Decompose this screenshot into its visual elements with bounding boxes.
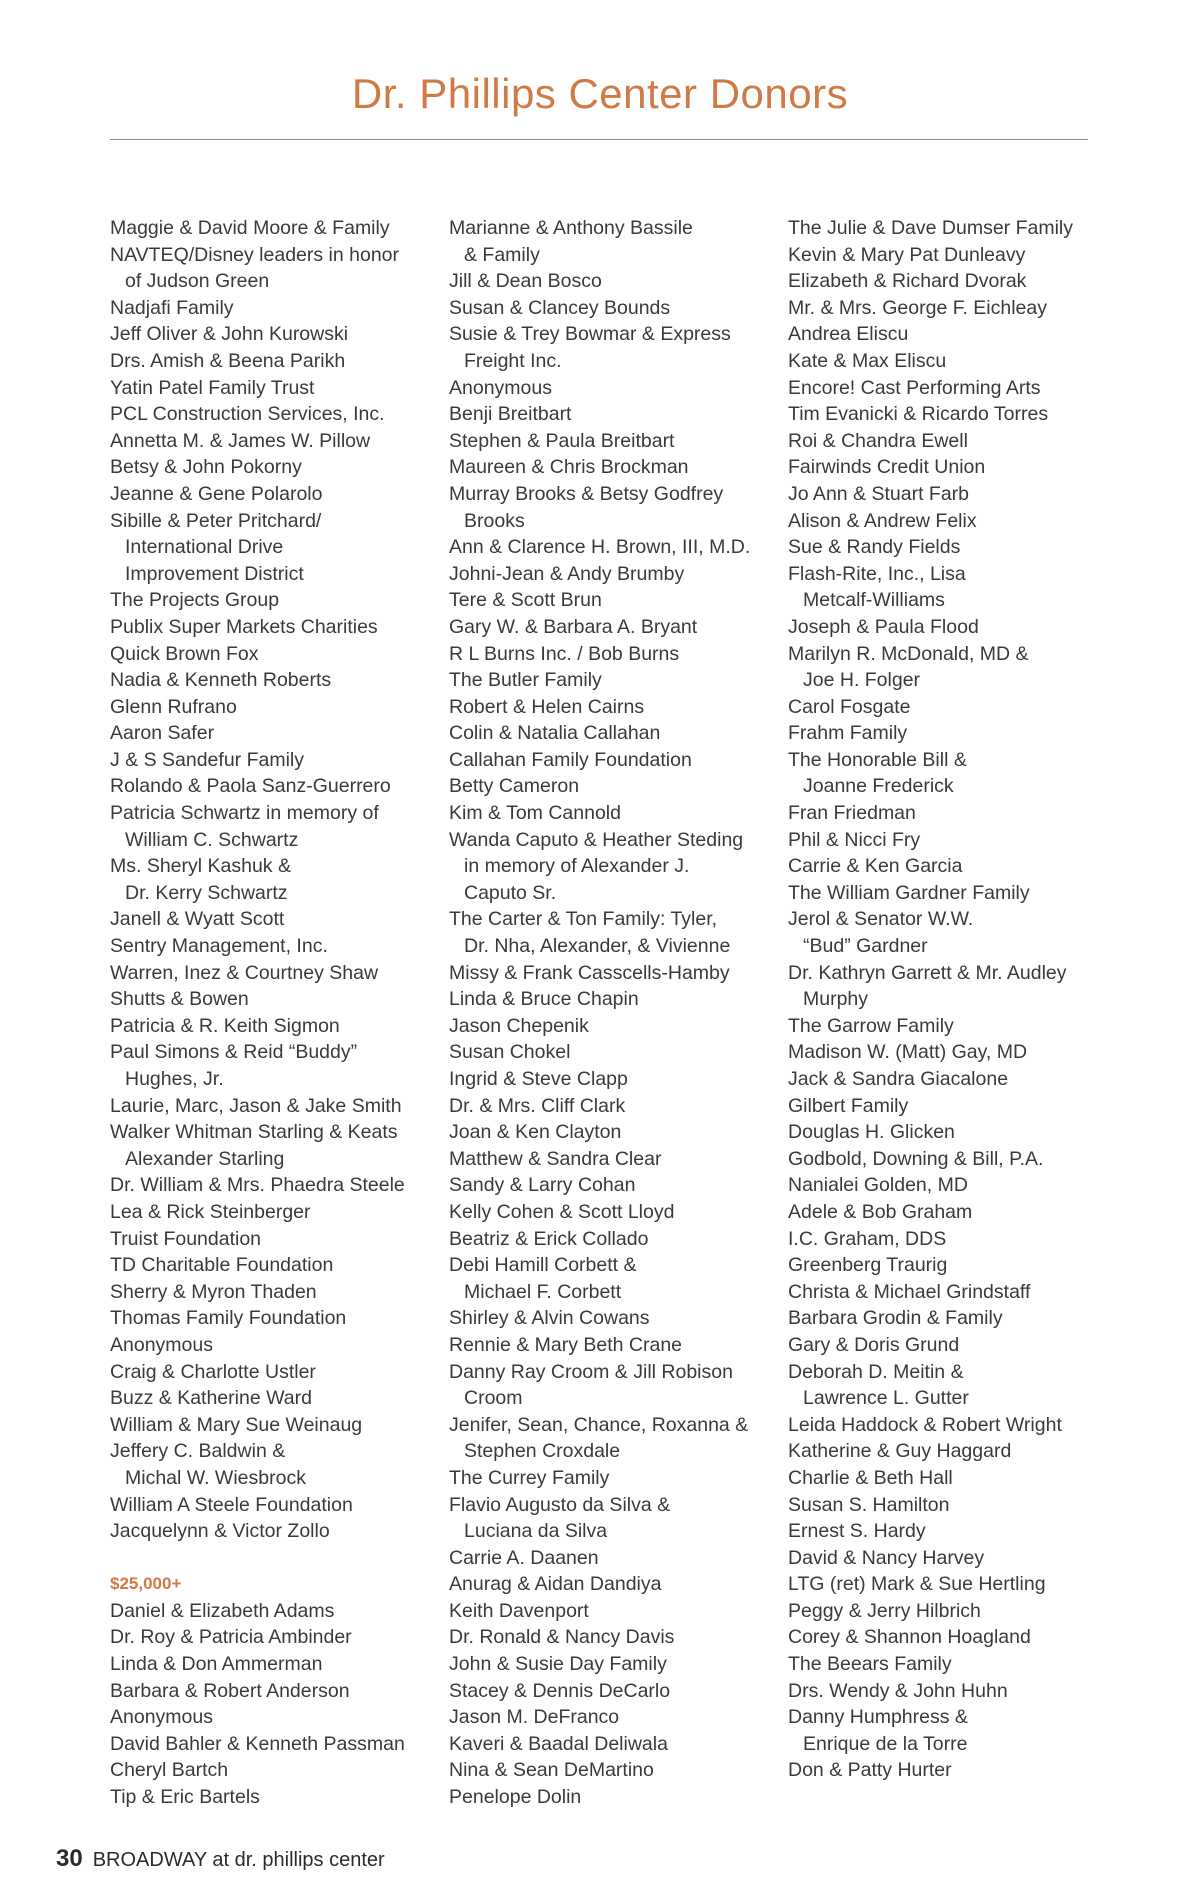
donor-entry: Marianne & Anthony Bassile bbox=[449, 217, 693, 239]
donor-entry-continued: International Drive bbox=[125, 536, 284, 559]
donor-entry: Ernest S. Hardy bbox=[788, 1520, 926, 1543]
donor-entry: Sue & Randy Fields bbox=[788, 536, 961, 559]
donor-entry: Carrie & Ken Garcia bbox=[788, 855, 963, 878]
donor-entry: Mr. & Mrs. George F. Eichleay bbox=[788, 296, 1047, 319]
section-gap bbox=[110, 1545, 440, 1572]
donor-entry: Tere & Scott Brun bbox=[449, 589, 602, 612]
donor-entry: Roi & Chandra Ewell bbox=[788, 429, 968, 452]
donor-entry: Kelly Cohen & Scott Lloyd bbox=[449, 1200, 675, 1223]
donor-entry: Maggie & David Moore & Family bbox=[110, 217, 390, 239]
donor-entry: Ann & Clarence H. Brown, III, M.D. bbox=[449, 536, 751, 559]
donor-entry-continued: Michael F. Corbett bbox=[464, 1280, 622, 1303]
donor-entry: Gary & Doris Grund bbox=[788, 1333, 960, 1356]
donor-entry: Kate & Max Eliscu bbox=[788, 349, 947, 372]
donor-entry: Patricia & R. Keith Sigmon bbox=[110, 1014, 340, 1037]
donor-entry: Ms. Sheryl Kashuk & bbox=[110, 855, 291, 878]
donor-entry: The Beears Family bbox=[788, 1653, 952, 1676]
donor-entry: Annetta M. & James W. Pillow bbox=[110, 429, 371, 452]
donor-entry: Lea & Rick Steinberger bbox=[110, 1200, 311, 1223]
donor-entry: Godbold, Downing & Bill, P.A. bbox=[788, 1147, 1044, 1170]
donor-entry: Jill & Dean Bosco bbox=[449, 270, 602, 293]
donor-entry: Encore! Cast Performing Arts bbox=[788, 376, 1041, 399]
donor-entry: Greenberg Traurig bbox=[788, 1254, 948, 1277]
donor-entry: Susan Chokel bbox=[449, 1041, 571, 1064]
donor-entry: Jeff Oliver & John Kurowski bbox=[110, 323, 349, 346]
donor-entry: Sibille & Peter Pritchard/ bbox=[110, 509, 322, 532]
donor-entry-continued: Dr. Nha, Alexander, & Vivienne bbox=[464, 935, 731, 958]
donor-entry: Corey & Shannon Hoagland bbox=[788, 1626, 1031, 1649]
donor-entry: Callahan Family Foundation bbox=[449, 748, 692, 771]
donor-entry-continued: Dr. Kerry Schwartz bbox=[125, 881, 288, 904]
donor-column-2 bbox=[449, 215, 779, 1811]
donor-entry: The Butler Family bbox=[449, 669, 602, 692]
donor-entry: Drs. Amish & Beena Parikh bbox=[110, 349, 346, 372]
donor-entry-continued: Freight Inc. bbox=[464, 349, 562, 372]
donor-entry: Charlie & Beth Hall bbox=[788, 1466, 953, 1489]
donor-entry: Kim & Tom Cannold bbox=[449, 802, 621, 825]
donor-entry: Dr. Kathryn Garrett & Mr. Audley bbox=[788, 961, 1067, 984]
page-footer bbox=[56, 1845, 385, 1873]
donor-entry: Jeffery C. Baldwin & bbox=[110, 1440, 286, 1463]
donor-entry: Carrie A. Daanen bbox=[449, 1546, 599, 1569]
donor-entry: NAVTEQ/Disney leaders in honor bbox=[110, 243, 400, 266]
donor-entry: Sandy & Larry Cohan bbox=[449, 1174, 636, 1197]
donor-entry: Maureen & Chris Brockman bbox=[449, 456, 689, 479]
donor-entry: Colin & Natalia Callahan bbox=[449, 722, 661, 745]
donor-entry-continued: & Family bbox=[464, 243, 540, 266]
donor-entry: Fran Friedman bbox=[788, 802, 916, 825]
donor-entry-continued: Joanne Frederick bbox=[803, 775, 954, 798]
donor-entry: Kevin & Mary Pat Dunleavy bbox=[788, 243, 1026, 266]
donor-entry: Barbara Grodin & Family bbox=[788, 1307, 1003, 1330]
donor-entry: Beatriz & Erick Collado bbox=[449, 1227, 649, 1250]
donor-entry: Andrea Eliscu bbox=[788, 323, 909, 346]
donor-entry-continued: Enrique de la Torre bbox=[803, 1732, 968, 1755]
donor-entry-continued: Lawrence L. Gutter bbox=[803, 1387, 969, 1410]
donor-entry: Joseph & Paula Flood bbox=[788, 615, 979, 638]
donor-entry: Gary W. & Barbara A. Bryant bbox=[449, 615, 698, 638]
donor-entry: Dr. & Mrs. Cliff Clark bbox=[449, 1094, 626, 1117]
donor-entry: LTG (ret) Mark & Sue Hertling bbox=[788, 1573, 1046, 1596]
donor-entry: Jack & Sandra Giacalone bbox=[788, 1068, 1009, 1090]
donor-entry: Alison & Andrew Felix bbox=[788, 509, 977, 532]
donor-entry: Jason Chepenik bbox=[449, 1014, 589, 1037]
donor-entry-continued: Improvement District bbox=[125, 562, 304, 585]
donor-entry: Linda & Don Ammerman bbox=[110, 1653, 323, 1676]
donor-entry: Debi Hamill Corbett & bbox=[449, 1254, 637, 1277]
donor-entry: Anurag & Aidan Dandiya bbox=[449, 1573, 662, 1596]
donor-entry: Barbara & Robert Anderson bbox=[110, 1679, 350, 1702]
donor-entry: Keith Davenport bbox=[449, 1599, 589, 1622]
donor-entry: Ingrid & Steve Clapp bbox=[449, 1068, 628, 1090]
donor-entry: J & S Sandefur Family bbox=[110, 748, 304, 771]
donor-entry: The Currey Family bbox=[449, 1466, 610, 1489]
donor-entry: Nadia & Kenneth Roberts bbox=[110, 669, 332, 692]
donor-entry: Phil & Nicci Fry bbox=[788, 828, 921, 851]
publication-name: BROADWAY at dr. phillips center bbox=[92, 1849, 385, 1871]
donor-entry: Nanialei Golden, MD bbox=[788, 1174, 968, 1197]
donor-entry: Drs. Wendy & John Huhn bbox=[788, 1679, 1008, 1702]
donor-entry-continued: Luciana da Silva bbox=[464, 1520, 608, 1543]
donor-entry: Danny Humphress & bbox=[788, 1706, 968, 1729]
donor-entry-continued: Brooks bbox=[464, 509, 525, 532]
donor-entry: Matthew & Sandra Clear bbox=[449, 1147, 662, 1170]
donor-entry-continued: “Bud” Gardner bbox=[803, 935, 928, 958]
donor-entry: Daniel & Elizabeth Adams bbox=[110, 1599, 335, 1622]
donor-entry: Susan S. Hamilton bbox=[788, 1493, 950, 1516]
donor-entry: The Projects Group bbox=[110, 589, 280, 612]
page-number: 30 bbox=[56, 1845, 83, 1872]
donor-entry: Anonymous bbox=[449, 376, 552, 399]
donor-entry: R L Burns Inc. / Bob Burns bbox=[449, 642, 680, 665]
donor-entry: Jason M. DeFranco bbox=[449, 1706, 620, 1729]
donor-entry: Rolando & Paola Sanz-Guerrero bbox=[110, 775, 391, 798]
donor-entry: Tim Evanicki & Ricardo Torres bbox=[788, 403, 1049, 426]
donor-entry: David Bahler & Kenneth Passman bbox=[110, 1732, 405, 1755]
donor-entry: Frahm Family bbox=[788, 722, 908, 745]
donor-entry: Warren, Inez & Courtney Shaw bbox=[110, 961, 379, 984]
donor-entry-continued: of Judson Green bbox=[125, 270, 270, 293]
donor-entry: Flavio Augusto da Silva & bbox=[449, 1493, 671, 1516]
donor-entry: Glenn Rufrano bbox=[110, 695, 237, 718]
donor-entry: Walker Whitman Starling & Keats bbox=[110, 1121, 398, 1144]
donor-entry: Katherine & Guy Haggard bbox=[788, 1440, 1012, 1463]
donor-entry: Johni-Jean & Andy Brumby bbox=[449, 562, 685, 585]
donor-entry: Wanda Caputo & Heather Steding bbox=[449, 828, 744, 851]
donor-entry-continued: Murphy bbox=[803, 988, 869, 1011]
donor-entry: Robert & Helen Cairns bbox=[449, 695, 645, 718]
donor-entry: Laurie, Marc, Jason & Jake Smith bbox=[110, 1094, 402, 1117]
donor-entry: William & Mary Sue Weinaug bbox=[110, 1413, 363, 1436]
donor-entry-continued: Stephen Croxdale bbox=[464, 1440, 621, 1463]
donor-entry: Buzz & Katherine Ward bbox=[110, 1387, 312, 1410]
donor-entry: The Honorable Bill & bbox=[788, 748, 967, 771]
donor-entry: Cheryl Bartch bbox=[110, 1759, 229, 1782]
donor-entry: Tip & Eric Bartels bbox=[110, 1786, 260, 1809]
donor-entry: Penelope Dolin bbox=[449, 1786, 582, 1809]
donor-entry: Jenifer, Sean, Chance, Roxanna & bbox=[449, 1413, 749, 1436]
donor-entry: Missy & Frank Casscells-Hamby bbox=[449, 961, 730, 984]
donor-column-3 bbox=[788, 215, 1118, 1784]
donor-entry: David & Nancy Harvey bbox=[788, 1546, 985, 1569]
donor-entry: Benji Breitbart bbox=[449, 403, 572, 426]
donor-entry: Janell & Wyatt Scott bbox=[110, 908, 285, 931]
page-title: Dr. Phillips Center Donors bbox=[351, 70, 849, 117]
donor-entry: Sentry Management, Inc. bbox=[110, 935, 328, 958]
donor-entry: Kaveri & Baadal Deliwala bbox=[449, 1732, 668, 1755]
donor-entry: Fairwinds Credit Union bbox=[788, 456, 986, 479]
donor-entry: Thomas Family Foundation bbox=[110, 1307, 347, 1330]
donor-entry: Nina & Sean DeMartino bbox=[449, 1759, 654, 1782]
donor-entry: The William Gardner Family bbox=[788, 881, 1030, 904]
donor-entry-continued: Caputo Sr. bbox=[464, 881, 557, 904]
donor-entry: Deborah D. Meitin & bbox=[788, 1360, 964, 1383]
donor-entry: Rennie & Mary Beth Crane bbox=[449, 1333, 683, 1356]
donor-entry: Jerol & Senator W.W. bbox=[788, 908, 974, 931]
donor-entry-continued: Joe H. Folger bbox=[803, 669, 921, 692]
donor-entry: Christa & Michael Grindstaff bbox=[788, 1280, 1031, 1303]
donor-entry: Jo Ann & Stuart Farb bbox=[788, 482, 970, 505]
donor-entry: Peggy & Jerry Hilbrich bbox=[788, 1599, 981, 1622]
donor-entry: Gilbert Family bbox=[788, 1094, 909, 1117]
donor-entry: Danny Ray Croom & Jill Robison bbox=[449, 1360, 733, 1383]
donor-entry: John & Susie Day Family bbox=[449, 1653, 667, 1676]
donor-entry-continued: Metcalf-Williams bbox=[803, 589, 945, 612]
donor-entry: Stephen & Paula Breitbart bbox=[449, 429, 675, 452]
donor-entry-continued: Croom bbox=[464, 1387, 523, 1410]
donor-entry: Elizabeth & Richard Dvorak bbox=[788, 270, 1027, 293]
donor-entry: Craig & Charlotte Ustler bbox=[110, 1360, 316, 1383]
donor-entry: Dr. William & Mrs. Phaedra Steele bbox=[110, 1174, 405, 1197]
donor-entry: Patricia Schwartz in memory of bbox=[110, 802, 379, 825]
donor-entry: Douglas H. Glicken bbox=[788, 1121, 955, 1144]
donor-entry: Dr. Ronald & Nancy Davis bbox=[449, 1626, 675, 1649]
donor-entry: Yatin Patel Family Trust bbox=[110, 376, 315, 399]
donor-entry: Don & Patty Hurter bbox=[788, 1759, 952, 1782]
donor-entry: Leida Haddock & Robert Wright bbox=[788, 1413, 1062, 1436]
donor-entry: Madison W. (Matt) Gay, MD bbox=[788, 1041, 1028, 1064]
donor-entry: Publix Super Markets Charities bbox=[110, 615, 378, 638]
donor-entry: The Carter & Ton Family: Tyler, bbox=[449, 908, 718, 931]
donor-entry: Quick Brown Fox bbox=[110, 642, 259, 665]
donor-entry: The Garrow Family bbox=[788, 1014, 954, 1037]
donor-entry: Shirley & Alvin Cowans bbox=[449, 1307, 650, 1330]
donor-entry: The Julie & Dave Dumser Family bbox=[788, 217, 1073, 239]
donor-entry-continued: Alexander Starling bbox=[125, 1147, 285, 1170]
donor-entry: Nadjafi Family bbox=[110, 296, 234, 319]
donor-entry: Adele & Bob Graham bbox=[788, 1200, 973, 1223]
donor-entry: Anonymous bbox=[110, 1706, 213, 1729]
donor-entry: Jeanne & Gene Polarolo bbox=[110, 482, 323, 505]
donor-entry: Flash-Rite, Inc., Lisa bbox=[788, 562, 966, 585]
donor-entry: PCL Construction Services, Inc. bbox=[110, 403, 385, 426]
title-divider bbox=[110, 139, 1088, 140]
donor-entry: Susan & Clancey Bounds bbox=[449, 296, 671, 319]
donor-entry-continued: in memory of Alexander J. bbox=[464, 855, 690, 878]
donor-entry: Paul Simons & Reid “Buddy” bbox=[110, 1041, 358, 1064]
donor-entry: Jacquelynn & Victor Zollo bbox=[110, 1520, 330, 1543]
giving-level-heading: $25,000+ bbox=[110, 1574, 182, 1594]
donor-entry: TD Charitable Foundation bbox=[110, 1254, 334, 1277]
donor-entry: Murray Brooks & Betsy Godfrey bbox=[449, 482, 724, 505]
donor-entry: Marilyn R. McDonald, MD & bbox=[788, 642, 1029, 665]
donor-entry: Betsy & John Pokorny bbox=[110, 456, 302, 479]
donor-entry: Anonymous bbox=[110, 1333, 213, 1356]
donor-entry: Betty Cameron bbox=[449, 775, 580, 798]
donor-entry: Truist Foundation bbox=[110, 1227, 262, 1250]
donor-entry: Linda & Bruce Chapin bbox=[449, 988, 639, 1011]
donor-column-1 bbox=[110, 215, 440, 1811]
donor-entry: Susie & Trey Bowmar & Express bbox=[449, 323, 731, 346]
donor-entry-continued: William C. Schwartz bbox=[125, 828, 299, 851]
donor-entry: Carol Fosgate bbox=[788, 695, 911, 718]
donor-entry-continued: Hughes, Jr. bbox=[125, 1068, 224, 1090]
donor-entry: I.C. Graham, DDS bbox=[788, 1227, 947, 1250]
donor-entry: Stacey & Dennis DeCarlo bbox=[449, 1679, 671, 1702]
donor-entry: Dr. Roy & Patricia Ambinder bbox=[110, 1626, 352, 1649]
donor-entry: Shutts & Bowen bbox=[110, 988, 249, 1011]
donor-entry: Sherry & Myron Thaden bbox=[110, 1280, 317, 1303]
donor-entry: William A Steele Foundation bbox=[110, 1493, 353, 1516]
donor-entry-continued: Michal W. Wiesbrock bbox=[125, 1466, 306, 1489]
donor-entry: Aaron Safer bbox=[110, 722, 215, 745]
donor-entry: Joan & Ken Clayton bbox=[449, 1121, 622, 1144]
